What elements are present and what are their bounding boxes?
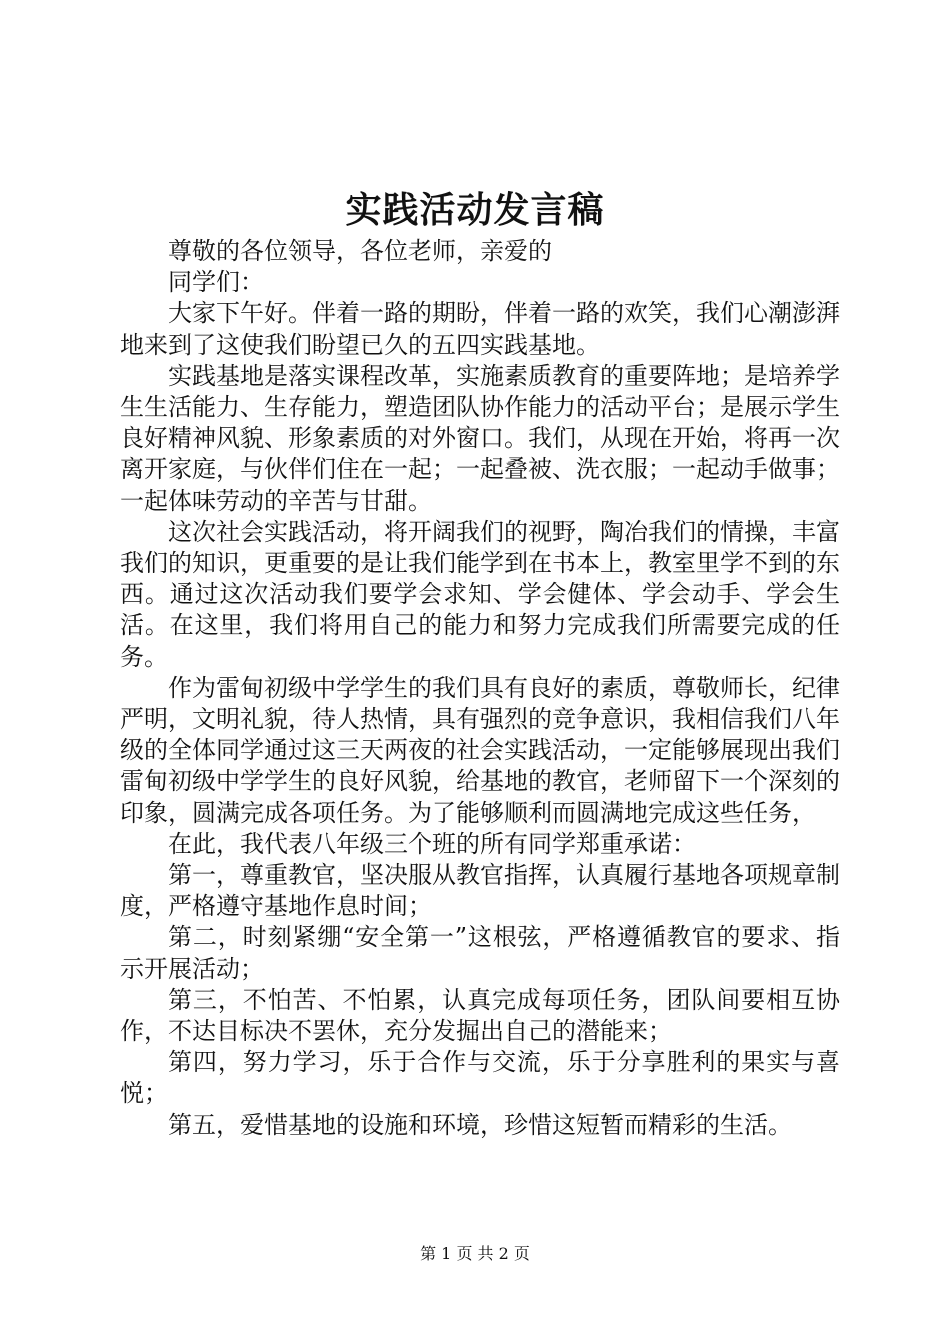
- paragraph: 第四，努力学习，乐于合作与交流，乐于分享胜利的果实与喜悦；: [120, 1048, 840, 1108]
- paragraph: 这次社会实践活动，将开阔我们的视野，陶冶我们的情操，丰富我们的知识，更重要的是让我们能学到在书本上，教室里学不到的东西。通过这次活动我们要学会求知、学会健体、学会动手、学会生活。在这里，我们将用自己的能力和努力完成我们所需要完成的任务。: [120, 517, 840, 671]
- paragraph: 尊敬的各位领导，各位老师，亲爱的: [168, 237, 552, 265]
- paragraph: 大家下午好。伴着一路的期盼，伴着一路的欢笑，我们心潮澎湃地来到了这使我们盼望已久的五四实践基地。: [120, 299, 840, 359]
- page-title: 实践活动发言稿: [345, 189, 605, 231]
- page-number-footer: 第 1 页 共 2 页: [420, 1244, 530, 1263]
- paragraph: 作为雷甸初级中学学生的我们具有良好的素质，尊敬师长，纪律严明，文明礼貌，待人热情，具有强烈的竞争意识，我相信我们八年级的全体同学通过这三天两夜的社会实践活动，一定能够展现出我们雷甸初级中学学生的良好风貌，给基地的教官，老师留下一个深刻的印象，圆满完成各项任务。为了能够顺利而圆满地完成这些任务，: [120, 673, 840, 827]
- paragraph: 同学们：: [168, 268, 264, 297]
- document-body: [120, 236, 840, 1141]
- paragraph: 第五，爱惜基地的设施和环境，珍惜这短暂而精彩的生活。: [168, 1110, 792, 1139]
- paragraph: 实践基地是落实课程改革，实施素质教育的重要阵地；是培养学生生活能力、生存能力，塑造团队协作能力的活动平台；是展示学生良好精神风貌、形象素质的对外窗口。我们，从现在开始，将再一次离开家庭，与伙伴们住在一起；一起叠被、洗衣服；一起动手做事；一起体味劳动的辛苦与甘甜。: [120, 361, 840, 515]
- paragraph: 在此，我代表八年级三个班的所有同学郑重承诺：: [168, 829, 696, 858]
- paragraph: 第三，不怕苦、不怕累，认真完成每项任务，团队间要相互协作，不达目标决不罢休，充分发掘出自己的潜能来；: [120, 985, 840, 1046]
- paragraph: 第一，尊重教官，坚决服从教官指挥，认真履行基地各项规章制度，严格遵守基地作息时间；: [120, 861, 840, 921]
- paragraph: 第二，时刻紧绷“安全第一”这根弦，严格遵循教官的要求、指示开展活动；: [120, 923, 840, 983]
